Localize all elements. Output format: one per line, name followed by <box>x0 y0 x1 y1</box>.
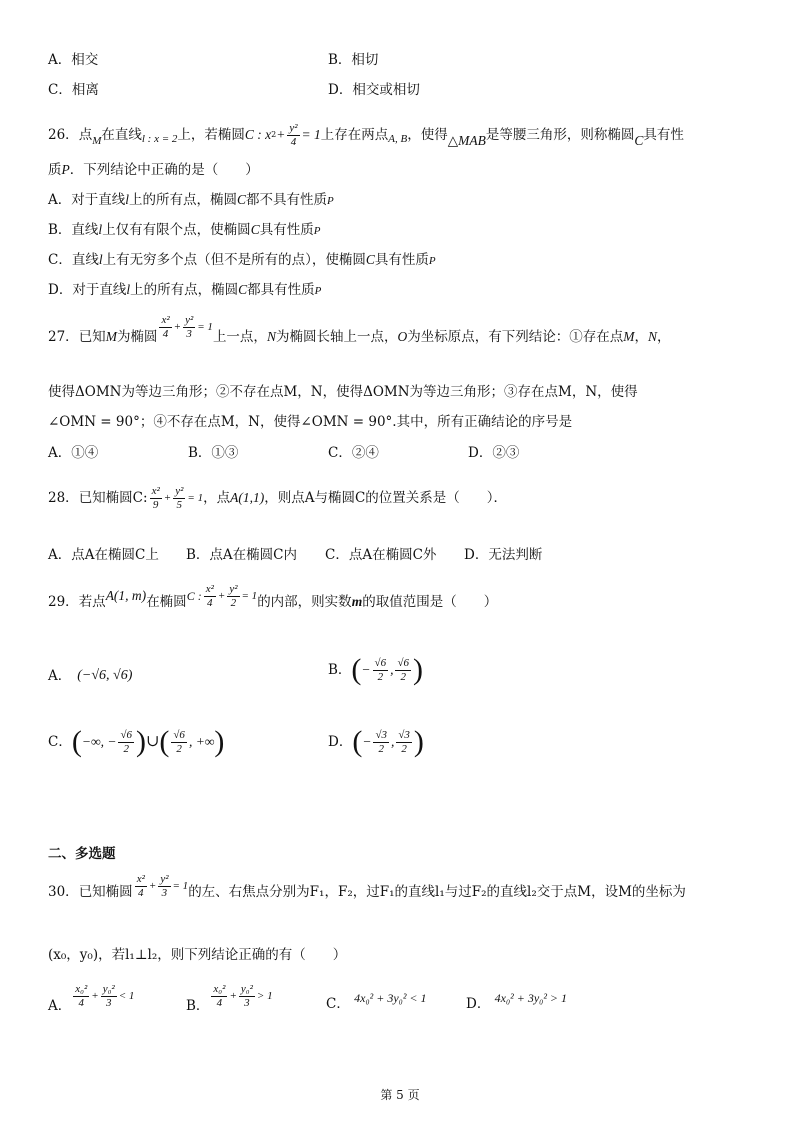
fraction-denominator: 2 <box>176 742 182 755</box>
q30-stem-line2: (x₀，y₀)，若l₁⊥l₂，则下列结论正确的有（ ） <box>48 947 347 963</box>
q26-option-a <box>48 190 334 211</box>
q30-option-c <box>326 988 427 1012</box>
q25-option-d <box>328 80 420 100</box>
q30-stem <box>48 872 686 912</box>
right-bound: , +∞ <box>188 734 215 749</box>
point-m: M <box>92 135 102 147</box>
option-label: C． <box>48 734 72 750</box>
comma: , <box>391 734 395 749</box>
q28-option-c <box>325 545 436 565</box>
option-math: 4x₀² + 3y₀² > 1 <box>494 991 568 1005</box>
question-number: 29． <box>48 594 79 610</box>
option-text: ②④ <box>351 445 379 461</box>
property-p: P <box>61 162 70 177</box>
text: 具有性 <box>643 127 684 143</box>
option-label: D． <box>468 445 493 461</box>
q27-option-d <box>468 443 519 463</box>
minus-sign: − <box>362 734 372 749</box>
union-sign: ∪ <box>145 733 160 750</box>
option-label: B． <box>328 662 352 678</box>
left-paren: ( <box>71 725 82 758</box>
relation: > 1 <box>256 990 273 1002</box>
fraction-numerator: √3 <box>375 728 387 741</box>
plus-sign: + <box>91 990 99 1002</box>
variable-m: m <box>351 594 363 609</box>
property-p: P <box>313 225 321 237</box>
option-label: B． <box>48 222 72 238</box>
q29-stem <box>48 580 497 624</box>
point-m: M <box>623 329 635 344</box>
option-text: 相交 <box>71 52 99 68</box>
q30-option-a <box>48 976 134 1016</box>
text: 已知 <box>78 329 106 345</box>
text: 直线 <box>71 222 99 238</box>
q30-option-b <box>186 976 273 1016</box>
question-number: 27． <box>48 329 79 345</box>
text: 在椭圆 <box>146 594 187 610</box>
text: 都不具有性质 <box>246 192 328 208</box>
minus-sign: − <box>361 662 371 677</box>
q28-option-d <box>464 545 542 565</box>
text: 上有无穷多个点（但不是所有的点），使椭圆 <box>102 252 366 268</box>
fraction-denominator: 3 <box>105 996 112 1009</box>
text: 是等腰三角形，则称椭圆 <box>485 127 635 143</box>
option-text: ①③ <box>211 445 239 461</box>
option-label: B． <box>328 52 352 68</box>
text: 的内部，则实数 <box>257 594 352 610</box>
ellipse-equation <box>187 583 258 610</box>
option-text: 无法判断 <box>488 547 543 563</box>
fraction-numerator: x² <box>161 313 170 326</box>
fraction-left <box>373 657 389 684</box>
right-paren: ) <box>214 725 225 758</box>
text: 都具有性质 <box>247 282 315 298</box>
equals-one: = 1 <box>197 321 213 333</box>
right-paren: ) <box>135 725 146 758</box>
fraction-right <box>171 729 187 756</box>
q25-option-c <box>48 80 99 100</box>
equals-one: = 1 <box>172 880 189 892</box>
fraction-numerator: y² <box>289 121 298 134</box>
fraction-right <box>396 729 412 756</box>
fraction-y <box>101 983 117 1010</box>
option-math: 4x₀² + 3y₀² < 1 <box>354 991 427 1005</box>
property-p: P <box>327 195 334 207</box>
text: 质 <box>48 162 62 178</box>
plus-sign: + <box>163 492 172 504</box>
fraction-numerator: √6 <box>397 656 410 669</box>
origin-o: O <box>397 329 408 344</box>
fraction-numerator: y² <box>229 582 238 595</box>
ellipse-equation <box>133 873 189 900</box>
ellipse-c: C <box>634 133 644 148</box>
line-equation: l : x = 2 <box>141 133 178 145</box>
fraction-denominator: 3 <box>244 996 250 1009</box>
option-label: A． <box>48 192 72 208</box>
fraction-denominator: 2 <box>123 742 129 755</box>
text: 为坐标原点，有下列结论：①存在点 <box>407 329 624 345</box>
text: 已知椭圆 <box>78 884 133 900</box>
text: ， <box>634 329 648 345</box>
text: ，使得 <box>407 127 448 143</box>
option-label: B． <box>188 445 212 461</box>
option-text: ①④ <box>71 445 99 461</box>
property-p: P <box>428 255 436 267</box>
option-label: C． <box>328 445 352 461</box>
plus-sign: + <box>217 590 226 602</box>
fraction-denominator: 9 <box>152 498 159 511</box>
option-label: D． <box>48 282 73 298</box>
right-paren: ) <box>413 725 424 758</box>
point-a: A(1, m) <box>105 588 147 603</box>
text: 点 <box>78 127 93 143</box>
ellipse-c: C : <box>186 589 202 603</box>
fraction-denominator: 4 <box>162 327 169 340</box>
q29-option-a <box>48 658 132 694</box>
text: 上仅有有限个点，使椭圆 <box>102 222 251 238</box>
q27-option-c <box>328 443 379 463</box>
left-bound: −∞, − <box>81 734 117 749</box>
fraction-denominator: 2 <box>377 670 384 683</box>
option-label: A． <box>48 668 72 684</box>
plus-sign: + <box>276 127 286 142</box>
triangle-mab: △MAB <box>447 133 486 148</box>
option-text: 点A在椭圆C内 <box>209 547 298 563</box>
fraction-numerator: √6 <box>120 728 132 741</box>
ellipse-c: C <box>250 222 260 237</box>
option-math: (−√6, √6) <box>77 668 133 683</box>
fraction-y <box>227 583 239 610</box>
fraction-x <box>204 583 216 610</box>
q27-stem-line2: 使得ΔOMN为等边三角形；②不存在点M，N，使得ΔOMN为等边三角形；③存在点M，N，使得 <box>48 384 638 400</box>
right-paren: ) <box>413 653 424 686</box>
text: 为椭圆 <box>116 329 158 345</box>
fraction-denominator: 5 <box>176 498 183 511</box>
text: ， <box>656 329 671 345</box>
fraction-x <box>150 485 162 512</box>
fraction-numerator: √6 <box>173 728 185 741</box>
text: 在直线 <box>101 127 142 143</box>
text: 上，若椭圆 <box>177 127 245 143</box>
fraction-numerator: y² <box>160 872 169 885</box>
option-text: 点A在椭圆C外 <box>348 547 437 563</box>
equals-one: = 1 <box>301 127 321 142</box>
text: 具有性质 <box>374 252 429 268</box>
question-number: 30． <box>48 884 79 900</box>
q27-option-b <box>188 443 238 463</box>
q26-stem-line2 <box>48 160 259 180</box>
option-label: C． <box>326 996 350 1012</box>
plus-sign: + <box>148 880 157 892</box>
fraction-x <box>73 983 89 1010</box>
left-paren: ( <box>351 653 362 686</box>
ellipse-c: C <box>365 252 375 267</box>
q28-option-b <box>186 545 297 565</box>
fraction-y <box>158 873 170 900</box>
text: 的取值范围是（ ） <box>362 594 498 610</box>
ellipse-equation <box>157 314 213 341</box>
option-label: D． <box>328 82 353 98</box>
q25-option-a <box>48 50 98 70</box>
option-label: D． <box>464 547 489 563</box>
fraction-numerator: y₀² <box>102 982 115 995</box>
q28-option-a <box>48 545 159 565</box>
q27-option-a <box>48 443 98 463</box>
fraction-x <box>135 873 147 900</box>
fraction-denominator: 4 <box>78 996 84 1009</box>
q29-option-c <box>48 718 224 766</box>
option-label: A． <box>48 52 72 68</box>
q26-stem <box>48 118 684 152</box>
page-number: 第 5 页 <box>380 1088 420 1102</box>
fraction-y <box>239 983 255 1010</box>
relation: < 1 <box>118 990 135 1002</box>
fraction-numerator: x₀² <box>75 982 88 995</box>
q26-option-c <box>48 250 436 271</box>
question-number: 26． <box>48 127 79 143</box>
ellipse-lhs: C : x <box>244 127 272 142</box>
ellipse-fraction <box>287 122 299 149</box>
fraction-numerator: x² <box>151 484 160 497</box>
text: 对于直线 <box>71 192 126 208</box>
line-l: l <box>98 252 103 267</box>
section-title: 二、多选题 <box>48 846 116 862</box>
equals-one: = 1 <box>187 492 204 504</box>
text: 上的所有点，椭圆 <box>130 282 239 298</box>
text: 直线 <box>71 252 99 268</box>
comma: , <box>390 662 394 677</box>
fraction-y <box>173 485 185 512</box>
fraction-numerator: √3 <box>398 728 410 741</box>
ellipse-square: 2 <box>271 130 277 139</box>
fraction-numerator: √6 <box>374 656 387 669</box>
option-text: 相离 <box>71 82 99 98</box>
option-text: 相交或相切 <box>352 82 420 98</box>
fraction-denominator: 2 <box>400 670 406 683</box>
option-label: B． <box>186 998 210 1014</box>
fraction-numerator: y₀² <box>240 982 253 995</box>
text: ，点 <box>203 490 231 506</box>
text: 为椭圆长轴上一点， <box>275 329 398 345</box>
q29-option-d <box>328 718 424 766</box>
text: 若点 <box>78 594 106 610</box>
option-label: A． <box>48 998 72 1014</box>
option-label: A． <box>48 547 72 563</box>
plus-sign: + <box>229 990 237 1002</box>
left-paren: ( <box>159 725 170 758</box>
fraction-denominator: 4 <box>290 135 297 148</box>
text: ．下列结论中正确的是（ ） <box>69 162 259 178</box>
option-text: 点A在椭圆C上 <box>71 547 159 563</box>
q29-option-b <box>328 648 423 692</box>
property-p: P <box>314 285 322 297</box>
points-ab: A, B <box>388 133 408 145</box>
option-label: C． <box>48 252 72 268</box>
text: 具有性质 <box>259 222 314 238</box>
question-number: 28． <box>48 490 79 506</box>
fraction-numerator: y² <box>185 313 194 326</box>
fraction-numerator: x² <box>205 582 214 595</box>
ellipse-c: C <box>238 282 248 297</box>
fraction-x <box>159 314 171 341</box>
q27-stem <box>48 312 670 362</box>
option-label: A． <box>48 445 72 461</box>
point-n: N <box>647 329 657 344</box>
fraction-denominator: 3 <box>186 327 192 340</box>
fraction-numerator: x₀² <box>213 982 226 995</box>
equals-one: = 1 <box>241 590 258 602</box>
point-m: M <box>105 329 117 344</box>
fraction-denominator: 2 <box>378 742 384 755</box>
plus-sign: + <box>173 321 182 333</box>
line-l: l <box>126 282 131 297</box>
fraction-y <box>183 314 195 341</box>
fraction-denominator: 4 <box>207 596 213 609</box>
text: 的左、右焦点分别为F₁，F₂，过F₁的直线l₁与过F₂的直线l₂交于点M，设M的坐标为 <box>188 884 686 900</box>
fraction-denominator: 4 <box>138 886 144 899</box>
option-text: ②③ <box>492 445 520 461</box>
fraction-denominator: 2 <box>230 596 237 609</box>
option-label: C． <box>48 82 72 98</box>
text: 上存在两点 <box>320 127 389 143</box>
point-n: N <box>266 329 276 344</box>
text: ，则点A与椭圆C的位置关系是（ ）． <box>264 490 508 506</box>
text: 已知椭圆C: <box>78 490 148 506</box>
q26-option-d <box>48 280 321 301</box>
fraction-left <box>373 729 389 756</box>
option-label: C． <box>325 547 349 563</box>
text: 对于直线 <box>72 282 127 298</box>
ellipse-c: C <box>237 192 247 207</box>
fraction-denominator: 2 <box>401 742 407 755</box>
q25-option-b <box>328 50 378 70</box>
q27-stem-line3: ∠OMN = 90°；④不存在点M，N，使得∠OMN = 90°.其中，所有正确结论的序号是 <box>48 414 573 430</box>
line-l: l <box>98 222 103 237</box>
fraction-denominator: 4 <box>216 996 223 1009</box>
left-paren: ( <box>352 725 363 758</box>
q26-option-b <box>48 220 320 241</box>
line-l: l <box>125 192 130 207</box>
fraction-left <box>118 729 134 756</box>
point-a: A(1,1) <box>230 490 265 505</box>
option-label: D． <box>328 734 353 750</box>
text: 上的所有点，椭圆 <box>129 192 238 208</box>
fraction-numerator: x² <box>136 872 145 885</box>
fraction-numerator: y² <box>175 484 184 497</box>
fraction-right <box>395 657 411 684</box>
option-text: 相切 <box>351 52 379 68</box>
q30-option-d <box>466 988 568 1012</box>
option-label: D． <box>466 996 491 1012</box>
q28-stem <box>48 478 507 518</box>
option-label: B． <box>186 547 210 563</box>
fraction-x <box>211 983 227 1010</box>
text: 上一点， <box>212 329 267 345</box>
fraction-denominator: 3 <box>161 886 168 899</box>
